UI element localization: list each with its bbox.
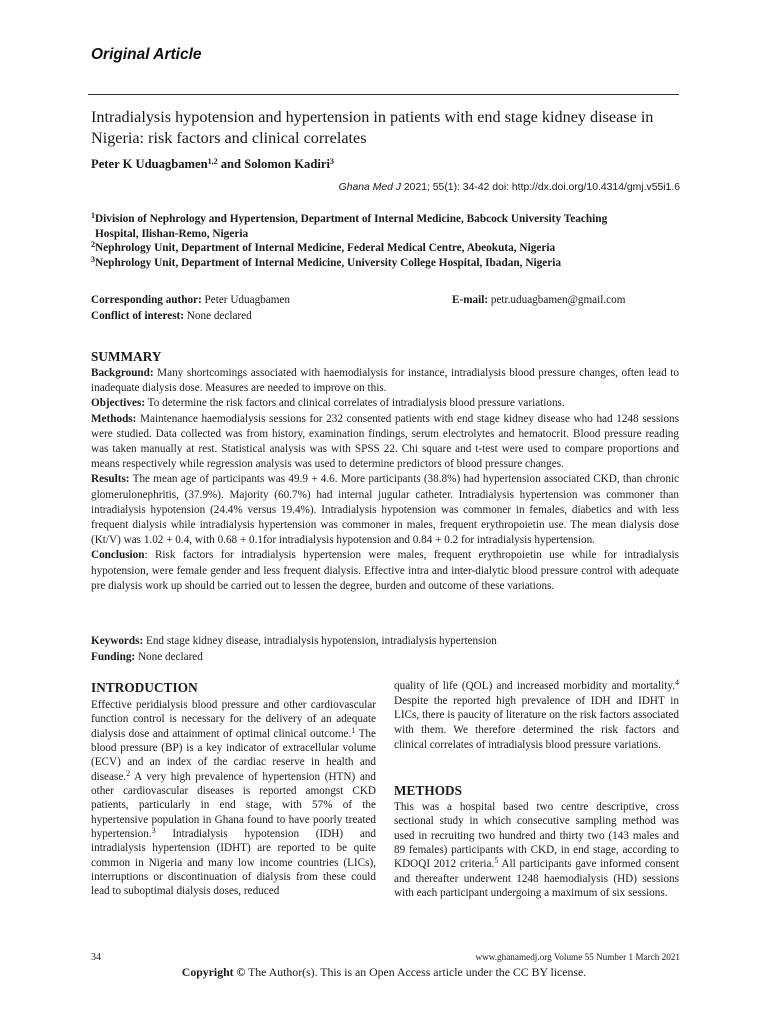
author-affiliation-marker: 1,2 xyxy=(207,157,218,166)
summary-body xyxy=(91,366,679,594)
author-affiliation-marker: 3 xyxy=(329,157,334,166)
funding-label: Funding: xyxy=(91,650,136,663)
reference-marker: 5 xyxy=(494,856,499,866)
text-run: Despite the reported high prevalence of IDH and IDHT in LICs, there is paucity of literature on the risk factors associated with them. We therefore determined the risk factors and clinical correlates of intradialysis blood pressure variations. xyxy=(394,694,679,751)
meta-label: Conflict of interest: xyxy=(91,310,184,322)
affiliation-text: Nephrology Unit, Department of Internal Medicine, Federal Medical Centre, Abeokuta, Nigeria xyxy=(95,242,556,254)
methods-text xyxy=(394,800,679,900)
affiliation-marker: 3 xyxy=(91,254,95,264)
affiliation-item xyxy=(91,241,691,256)
reference-marker: 2 xyxy=(126,768,131,778)
text-run: All participants gave informed consent and thereafter underwent 1248 haemodialysis (HD) sessions with each participant undergoing a maximum of six sessions. xyxy=(394,858,680,900)
introduction-text xyxy=(91,698,376,899)
copyright-notice xyxy=(0,965,768,980)
summary-heading: SUMMARY xyxy=(91,349,162,364)
summary-label: Results: xyxy=(91,473,130,486)
summary-background xyxy=(91,366,679,396)
summary-label: Background: xyxy=(91,367,154,379)
methods-heading: METHODS xyxy=(394,783,463,798)
summary-results xyxy=(91,472,679,548)
introduction-heading: INTRODUCTION xyxy=(91,680,198,695)
email-line xyxy=(452,294,625,306)
reference-marker: 3 xyxy=(151,826,156,836)
keywords-block xyxy=(91,634,679,665)
summary-label: Methods: xyxy=(91,412,137,425)
author-name: Peter K Uduagbamen xyxy=(91,157,208,171)
meta-value: None declared xyxy=(184,310,252,322)
conflict-of-interest xyxy=(91,310,252,322)
text-run: Intradialysis hypotension (IDH) and intradialysis hypertension (IDHT) are reported to be quite common in Nigeria and many low income countries (LICs), interruptions or discontinuation of dialysis from these could lead to suboptimal dialysis doses, reduced xyxy=(91,828,376,898)
summary-objectives xyxy=(91,396,679,411)
affiliations-block xyxy=(91,212,691,270)
summary-text: Many shortcomings associated with haemodialysis for instance, intradialysis blood pressure changes, often lead to inadequate dialysis dose. Measures are needed to improve on this. xyxy=(91,367,679,395)
reference-marker: 4 xyxy=(675,678,679,687)
citation-line xyxy=(285,182,680,193)
affiliation-marker: 2 xyxy=(91,240,95,249)
copyright-text: The Author(s). This is an Open Access article under the CC BY license. xyxy=(245,965,587,979)
article-type-label: Original Article xyxy=(91,46,202,63)
text-run: A very high prevalence of hypertension (HTN) and other cardiovascular diseases is reported amongst CKD patients, particularly in end stage, with 57% of the hypertensive population in Ghana found to have poorly treated hypertension. xyxy=(91,770,376,841)
funding-text: None declared xyxy=(135,650,203,663)
reference-marker: 1 xyxy=(351,725,356,735)
affiliation-marker: 1 xyxy=(91,211,95,220)
summary-conclusion xyxy=(91,548,679,594)
summary-text: : Risk factors for intradialysis hypertension were males, frequent erythropoietin use while for intradialysis hypotension, were female gender and less frequent dialysis. Effective intra and inter-dialytic blood pressure control with adequate pre dialysis work up should be carried out to lessen the degree, burden and outcome of these variations. xyxy=(91,549,679,592)
meta-value: Peter Uduagbamen xyxy=(201,294,290,306)
keywords-label: Keywords: xyxy=(91,635,144,647)
introduction-continued xyxy=(394,679,679,753)
journal-name: Ghana Med J xyxy=(338,182,401,193)
summary-text: To determine the risk factors and clinical correlates of intradialysis blood pressure variations. xyxy=(145,397,565,410)
copyright-label: Copyright © xyxy=(181,965,246,979)
summary-text: The mean age of participants was 49.9 + 4.6. More participants (38.8%) had hypertension associated CKD, than chronic glomerulonephritis, (37.9%). Majority (60.7%) had internal jugular catheter. Intradialysis hypertension was commoner than intradialysis hypotension (24.4% versus 19.4%). Intradialysis hypotension was commoner in females, diabetics and with less frequent dialysis while intradialysis hypertension was commoner in males, frequent erythropoietin use. The mean dialysis dose (Kt/V) was 1.02 + 0.4, with 0.68 + 0.1for intradialysis hypotension and 0.84 + 0.2 for intradialysis hypertension. xyxy=(91,473,679,547)
affiliation-text: Division of Nephrology and Hypertension, Department of Internal Medicine, Babcock University Teaching xyxy=(95,213,608,225)
citation-details: 2021; 55(1): 34-42 doi: http://dx.doi.org/10.4314/gmj.v55i1.6 xyxy=(401,182,680,193)
summary-methods xyxy=(91,412,679,473)
summary-label: Objectives: xyxy=(91,397,146,410)
page-number: 34 xyxy=(91,952,101,963)
affiliation-item xyxy=(91,256,691,271)
text-run: Effective peridialysis blood pressure and other cardiovascular function control is necessary for the delivery of an adequate dialysis dose and attainment of optimal clinical outcome. xyxy=(91,699,376,740)
affiliation-continuation: Hospital, Ilishan-Remo, Nigeria xyxy=(95,227,249,240)
funding-line xyxy=(91,650,679,666)
meta-label: E-mail: xyxy=(452,294,489,306)
keywords-text: End stage kidney disease, intradialysis hypotension, intradialysis hypertension xyxy=(143,635,497,647)
text-run: quality of life (QOL) and increased morbidity and mortality. xyxy=(394,680,675,692)
meta-label: Corresponding author: xyxy=(91,294,202,306)
summary-text: Maintenance haemodialysis sessions for 232 consented patients with end stage kidney disease who had 1248 sessions were studied. Data collected was from history, examination findings, serum electrolytes and hematocrit. Blood pressure reading was taken manually at rest. Statistical analysis was with SPSS 22. Chi square and t-test were used to compare proportions and means respectively while regression analysis was used to determine predictors of blood pressure changes. xyxy=(91,412,679,471)
affiliation-item xyxy=(91,212,691,227)
author-name: Solomon Kadiri xyxy=(244,157,330,171)
keywords-line xyxy=(91,634,679,650)
header-divider xyxy=(88,94,679,95)
journal-issue-info: www.ghanamedj.org Volume 55 Number 1 March 2021 xyxy=(475,952,680,962)
affiliation-text: Nephrology Unit, Department of Internal Medicine, University College Hospital, Ibadan, Nigeria xyxy=(95,256,562,269)
corresponding-author xyxy=(91,294,290,306)
text-run: This was a hospital based two centre descriptive, cross sectional study in which consecutive sampling method was used in recruiting two hundred and thirty two (143 males and 89 females) participants with CKD, in end stage, according to KDOQI 2012 criteria. xyxy=(394,801,679,871)
article-title: Intradialysis hypotension and hypertension in patients with end stage kidney disease in Nigeria: risk factors and clinical correlates xyxy=(91,108,654,147)
author-list xyxy=(91,157,334,172)
email-link[interactable]: petr.uduagbamen@gmail.com xyxy=(488,294,626,306)
text-run: The blood pressure (BP) is a key indicator of extracellular volume (ECV) and an index of the cardiac reserve in health and disease. xyxy=(91,727,376,783)
summary-label: Conclusion xyxy=(91,549,145,562)
author-joiner: and xyxy=(217,157,245,171)
